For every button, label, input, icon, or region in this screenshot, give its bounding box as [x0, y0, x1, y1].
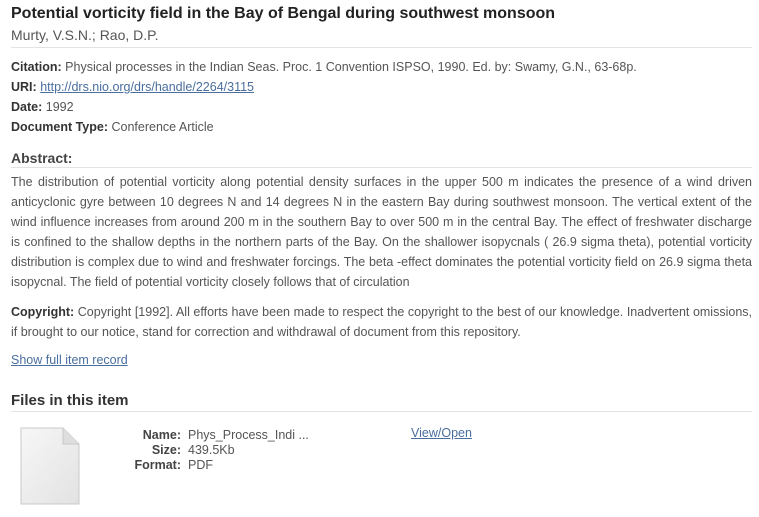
file-format-value: PDF [188, 458, 213, 472]
copyright-text: Copyright [1992]. All efforts have been made to respect the copyright to the best of our knowledge. Inadvertent omissions, if brought to our notice, stand for correction and withdrawal of document from this repository. [11, 305, 752, 339]
document-type-label: Document Type: [11, 120, 108, 134]
citation-value: Physical processes in the Indian Seas. Proc. 1 Convention ISPSO, 1990. Ed. by: Swamy, G.N., 63-68p. [65, 60, 637, 74]
copyright-block [11, 302, 752, 342]
show-full-record-link[interactable]: Show full item record [11, 353, 128, 367]
copyright-label: Copyright: [11, 305, 75, 319]
files-heading: Files in this item [11, 392, 129, 409]
document-type-value: Conference Article [111, 120, 214, 134]
file-size-label: Size: [151, 443, 181, 457]
page-title: Potential vorticity field in the Bay of Bengal during southwest monsoon [11, 5, 556, 22]
date-label: Date: [11, 100, 43, 114]
file-name-label: Name: [142, 428, 181, 442]
divider [11, 411, 752, 412]
abstract-heading: Abstract: [11, 150, 73, 166]
file-format-label: Format: [134, 458, 181, 472]
view-open-link[interactable]: View/Open [411, 426, 472, 440]
uri-link[interactable]: http://drs.nio.org/drs/handle/2264/3115 [40, 80, 254, 94]
document-type-row [11, 120, 214, 134]
citation-row [11, 60, 637, 74]
divider [11, 47, 752, 48]
item-authors: Murty, V.S.N.; Rao, D.P. [11, 27, 159, 43]
file-size-value: 439.5Kb [188, 443, 235, 457]
file-name-value: Phys_Process_Indi ... [188, 428, 309, 442]
abstract-text: The distribution of potential vorticity along potential density surfaces in the upper 500 m indicates the presence of a wind driven anticyclonic gyre between 10 degrees N and 14 degrees N in the eastern Bay during southwest monsoon. The vertical extent of the wind influence increases from around 200 m in the southern Bay to over 500 m in the central Bay. The effect of freshwater discharge is confined to the shallow depths in the northern parts of the Bay. On the shallower isopycnals ( 26.9 sigma theta), potential vorticity distribution is complex due to wind and freshwater forcings. The beta -effect dominates the potential vorticity field on 26.9 sigma theta isopycnal. The field of potential vorticity closely follows that of circulation [11, 175, 752, 289]
date-value: 1992 [45, 100, 74, 114]
citation-label: Citation: [11, 60, 62, 74]
divider [11, 167, 752, 168]
date-row [11, 100, 74, 114]
uri-row [11, 80, 254, 94]
uri-label: URI: [11, 80, 37, 94]
